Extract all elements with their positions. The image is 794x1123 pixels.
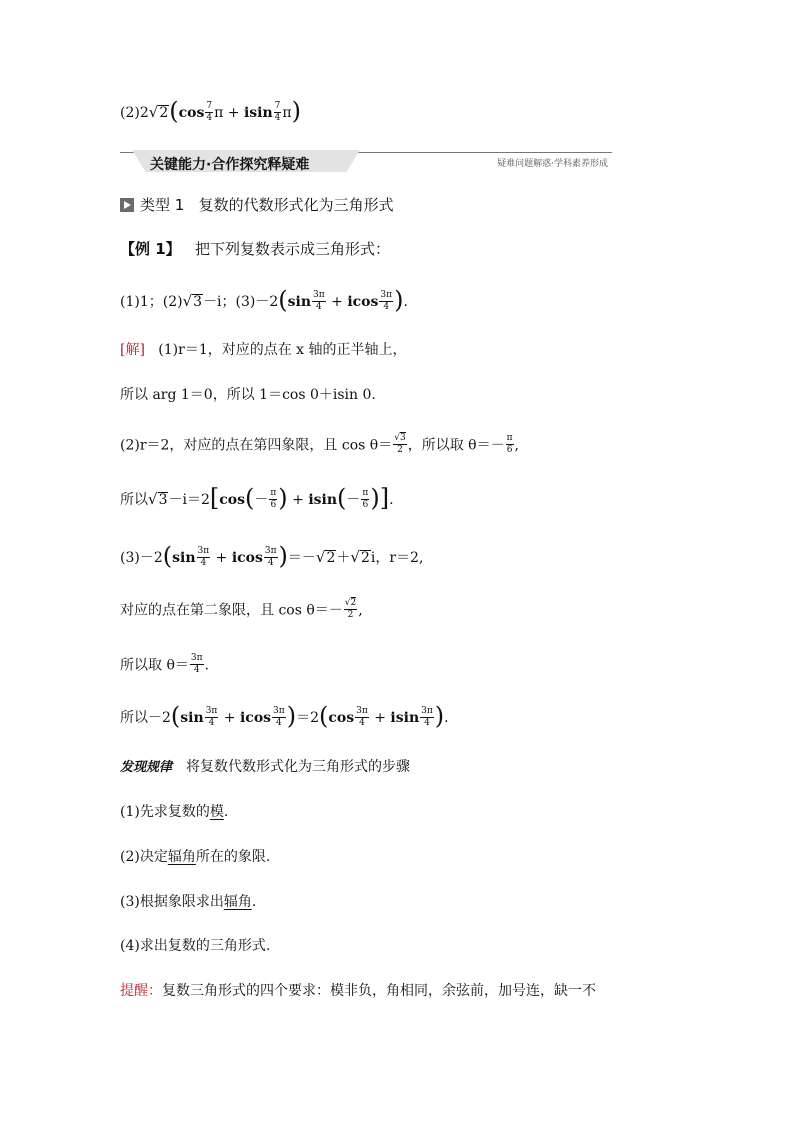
paren-open: ( xyxy=(245,484,255,512)
solution-text: 所以取 θ＝ xyxy=(120,657,189,674)
fraction: $\frac{3\pi}{4}$ xyxy=(356,705,368,728)
period: . xyxy=(204,657,209,674)
rule-title: 将复数代数形式化为三角形式的步骤 xyxy=(186,759,411,775)
sin-text: sin xyxy=(287,294,312,310)
isin-text: isin xyxy=(308,492,338,508)
solution-line-2 xyxy=(120,388,376,402)
fraction: $\frac{3\pi}{4}$ xyxy=(197,545,210,568)
step-text: (1)先求复数的 xyxy=(120,804,210,820)
sqrt-radicand: 2 xyxy=(159,105,169,121)
banner-subtitle: 疑难问题解惑·学科素养形成 xyxy=(497,159,608,169)
plus: + xyxy=(223,710,236,726)
fraction: $\frac{√2}{2}$ xyxy=(344,598,357,620)
section-label: 类型 1 xyxy=(140,196,185,214)
sqrt-radicand: 3 xyxy=(193,294,203,310)
sqrt-sign: √ xyxy=(182,292,193,310)
solution-line-5 xyxy=(120,542,424,570)
rule-step-4 xyxy=(120,939,270,953)
fraction: $\frac{3\pi}{4}$ xyxy=(190,653,203,675)
fraction: $\frac{√3}{2}$ xyxy=(394,433,406,455)
solution-line-6 xyxy=(120,600,363,621)
step-text: 所在的象限. xyxy=(195,849,271,865)
step-underlined: 辐角 xyxy=(223,894,252,910)
solution-text: (3)－2 xyxy=(120,550,163,566)
sqrt-radicand: 2 xyxy=(326,550,336,566)
paren-close: ) xyxy=(434,702,445,730)
solution-text: (2)r＝2，对应的点在第四象限，且 cos θ＝ xyxy=(120,437,393,454)
rule-step-3 xyxy=(120,895,256,909)
comma: , xyxy=(358,602,363,619)
minus: － xyxy=(346,492,361,508)
fraction: $\frac{7}{4}$ xyxy=(206,100,213,123)
sqrt-sign: √ xyxy=(148,103,159,121)
step-text: (4)求出复数的三角形式. xyxy=(120,938,271,954)
pi: π xyxy=(282,105,292,121)
section-heading xyxy=(120,198,394,213)
top-result xyxy=(120,97,301,125)
cos-text: cos xyxy=(328,710,355,726)
step-text: (3)根据象限求出 xyxy=(120,894,224,910)
solution-text: (1)r＝1，对应的点在 x 轴的正半轴上， xyxy=(158,342,407,358)
rule-label: 发现规律 xyxy=(120,760,173,775)
sqrt-sign: √ xyxy=(350,548,360,566)
paren-close: ) xyxy=(278,484,288,512)
period: . xyxy=(403,294,408,310)
paren-close: ) xyxy=(394,286,404,314)
bracket-open: [ xyxy=(209,484,220,512)
solution-text: ＋ xyxy=(336,550,351,566)
fraction: $\frac{3\pi}{4}$ xyxy=(273,705,285,728)
bracket-close: ] xyxy=(379,484,390,512)
icos-text: icos xyxy=(347,294,379,310)
reminder-label: 提醒： xyxy=(120,983,162,999)
isin-text: isin xyxy=(243,105,273,121)
icos-text: icos xyxy=(231,550,263,566)
plus: + xyxy=(374,710,386,726)
solution-line-1 xyxy=(120,343,407,357)
sin-text: sin xyxy=(172,550,196,566)
rule-step-1 xyxy=(120,805,228,819)
reminder-line xyxy=(120,984,596,998)
solution-text: ＝2 xyxy=(296,710,319,726)
solution-text: 对应的点在第二象限，且 cos θ＝－ xyxy=(120,602,343,619)
banner-title: 关键能力·合作探究释疑难 xyxy=(150,157,310,173)
sqrt-sign: √ xyxy=(148,490,158,508)
fraction: $\frac{7}{4}$ xyxy=(274,100,281,123)
step-underlined: 模 xyxy=(209,804,224,820)
example-text: 把下列复数表示成三角形式： xyxy=(194,240,390,258)
solution-text: 所以 xyxy=(120,492,148,508)
problem-text: －i；(3)－2 xyxy=(203,294,279,310)
plus: + xyxy=(331,294,343,310)
play-icon xyxy=(120,198,134,212)
paren-open: ( xyxy=(278,286,288,314)
paren-open: ( xyxy=(319,702,329,730)
cos-text: cos xyxy=(178,105,205,121)
fraction: $\frac{3\pi}{4}$ xyxy=(264,545,277,568)
paren-open: ( xyxy=(162,542,173,570)
plus: + xyxy=(292,492,304,508)
paren-close: ) xyxy=(278,542,288,570)
fraction: $\frac{\pi}{6}$ xyxy=(506,433,513,455)
reminder-text: 复数三角形式的四个要求：模非负，角相同，余弦前，加号连，缺一不 xyxy=(162,983,596,999)
solution-line-8 xyxy=(120,702,449,730)
fraction: $\frac{3\pi}{4}$ xyxy=(205,705,218,728)
fraction: $\frac{3\pi}{4}$ xyxy=(421,705,433,728)
solution-line-7 xyxy=(120,655,209,676)
cos-text: cos xyxy=(219,492,245,508)
solution-label: [解] xyxy=(120,342,145,358)
section-banner xyxy=(120,150,612,174)
problem-line xyxy=(120,286,408,314)
fraction: $\frac{3\pi}{4}$ xyxy=(313,289,325,312)
example-label: 【例 1】 xyxy=(120,240,181,258)
solution-text: 所以 arg 1＝0，所以 1＝cos 0＋isin 0. xyxy=(120,387,376,403)
plus: + xyxy=(227,105,240,121)
paren-close: ) xyxy=(291,97,301,125)
sqrt-radicand: 3 xyxy=(158,492,168,508)
solution-text: 所以－2 xyxy=(120,710,171,726)
solution-text: i，r＝2, xyxy=(370,550,424,566)
solution-text: －i＝2 xyxy=(168,492,210,508)
rule-step-2 xyxy=(120,850,270,864)
plus: + xyxy=(215,550,228,566)
step-underlined: 辐角 xyxy=(167,849,196,865)
step-text: . xyxy=(251,894,257,910)
sin-text: sin xyxy=(180,710,204,726)
paren-open: ( xyxy=(169,97,179,125)
minus: － xyxy=(254,492,269,508)
step-text: (2)决定 xyxy=(120,849,168,865)
top-prefix: (2)2 xyxy=(120,105,149,121)
period: . xyxy=(389,492,394,508)
comma: , xyxy=(514,437,519,454)
solution-text: ，所以取 θ＝－ xyxy=(407,437,505,454)
fraction: $\frac{\pi}{6}$ xyxy=(362,487,369,510)
fraction: $\frac{\pi}{6}$ xyxy=(270,487,277,510)
example-line xyxy=(120,242,390,257)
fraction: $\frac{3\pi}{4}$ xyxy=(380,289,393,312)
paren-open: ( xyxy=(337,484,347,512)
sqrt-radicand: 2 xyxy=(360,550,370,566)
solution-line-4 xyxy=(120,484,394,512)
paren-open: ( xyxy=(170,702,181,730)
paren-close: ) xyxy=(286,702,297,730)
icos-text: icos xyxy=(239,710,272,726)
problem-text: (1)1；(2) xyxy=(120,294,183,310)
pi: π xyxy=(214,105,224,121)
solution-text: ＝－ xyxy=(287,550,316,566)
section-title: 复数的代数形式化为三角形式 xyxy=(198,196,394,214)
step-text: . xyxy=(223,804,229,820)
sqrt-sign: √ xyxy=(315,548,326,566)
solution-line-3 xyxy=(120,435,519,456)
paren-close: ) xyxy=(370,484,380,512)
isin-text: isin xyxy=(390,710,420,726)
period: . xyxy=(444,710,449,726)
rule-heading xyxy=(120,760,410,774)
